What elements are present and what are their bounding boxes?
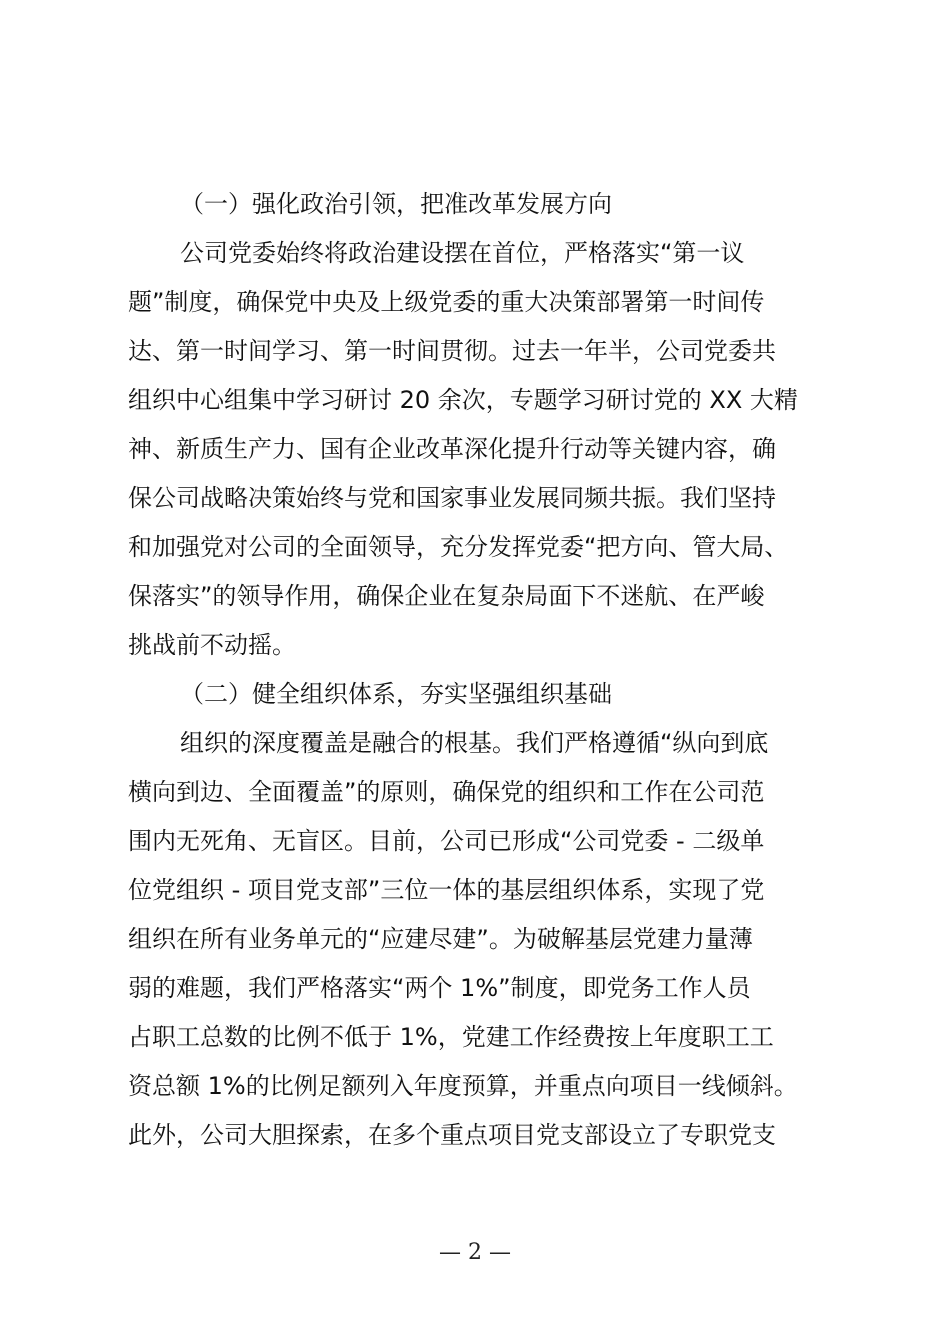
paragraph-2-line-1: 组织的深度覆盖是融合的根基。我们严格遵循“纵向到底 xyxy=(180,729,769,757)
section-heading-1: （一）强化政治引领，把准改革发展方向 xyxy=(180,190,612,218)
paragraph-2-line-7: 占职工总数的比例不低于 1%，党建工作经费按上年度职工工 xyxy=(128,1023,774,1051)
paragraph-1-line-2: 题”制度，确保党中央及上级党委的重大决策部署第一时间传 xyxy=(128,288,765,316)
page-number: — 2 — xyxy=(439,1240,511,1265)
paragraph-2-line-6: 弱的难题，我们严格落实“两个 1%”制度，即党务工作人员 xyxy=(128,974,751,1002)
paragraph-1-line-7: 和加强党对公司的全面领导，充分发挥党委“把方向、管大局、 xyxy=(128,533,789,561)
paragraph-2-line-8: 资总额 1%的比例足额列入年度预算，并重点向项目一线倾斜。 xyxy=(128,1072,798,1100)
paragraph-2-line-2: 横向到边、全面覆盖”的原则，确保党的组织和工作在公司范 xyxy=(128,778,765,806)
paragraph-1-line-6: 保公司战略决策始终与党和国家事业发展同频共振。我们坚持 xyxy=(128,484,776,512)
paragraph-1-line-5: 神、新质生产力、国有企业改革深化提升行动等关键内容，确 xyxy=(128,435,776,463)
paragraph-2-line-5: 组织在所有业务单元的“应建尽建”。为破解基层党建力量薄 xyxy=(128,925,753,953)
paragraph-2-line-9: 此外，公司大胆探索，在多个重点项目党支部设立了专职党支 xyxy=(128,1121,776,1149)
document-body xyxy=(128,180,840,1160)
paragraph-1-line-1: 公司党委始终将政治建设摆在首位，严格落实“第一议 xyxy=(180,239,745,267)
paragraph-1-line-8: 保落实”的领导作用，确保企业在复杂局面下不迷航、在严峻 xyxy=(128,582,765,610)
paragraph-1-line-9: 挑战前不动摇。 xyxy=(128,631,296,659)
paragraph-1-line-3: 达、第一时间学习、第一时间贯彻。过去一年半，公司党委共 xyxy=(128,337,776,365)
paragraph-2-line-3: 围内无死角、无盲区。目前，公司已形成“公司党委 - 二级单 xyxy=(128,827,765,855)
paragraph-1-line-4: 组织中心组集中学习研讨 20 余次，专题学习研讨党的 XX 大精 xyxy=(128,386,798,414)
paragraph-2-line-4: 位党组织 - 项目党支部”三位一体的基层组织体系，实现了党 xyxy=(128,876,765,904)
section-heading-2: （二）健全组织体系，夯实坚强组织基础 xyxy=(180,680,612,708)
